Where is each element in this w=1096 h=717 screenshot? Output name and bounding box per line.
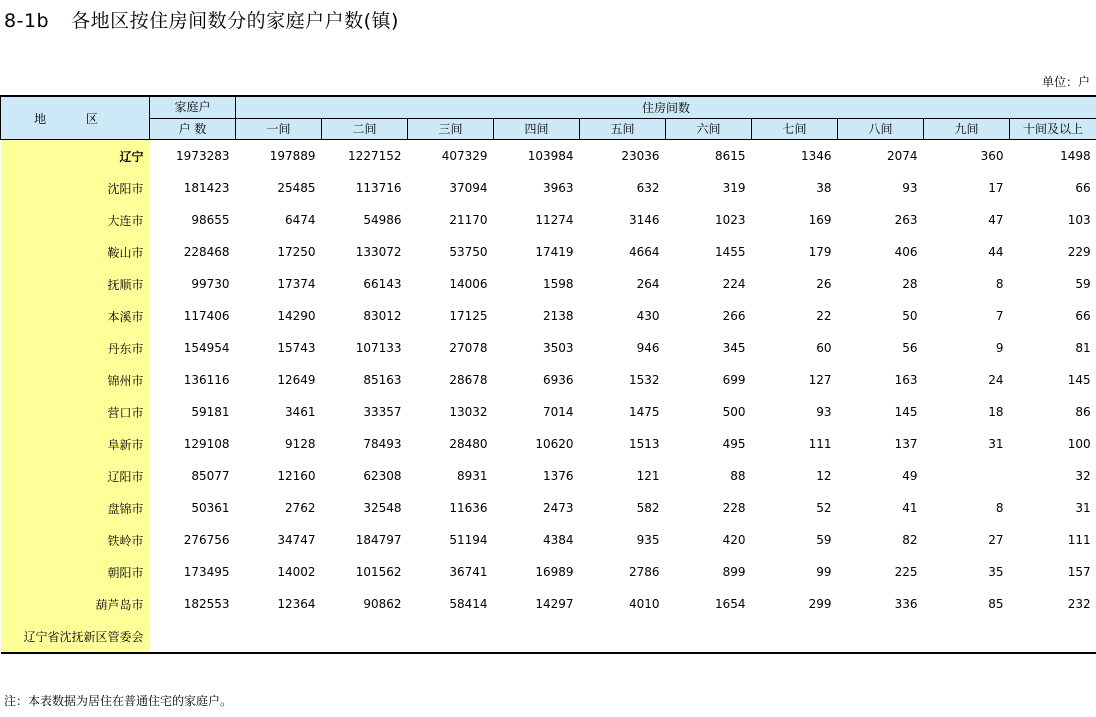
- household-count-cell: 85077: [191, 469, 230, 483]
- room-count-cell: 111: [1067, 533, 1091, 547]
- room-count-cell: 27078: [449, 341, 488, 355]
- room-count-cell: 4010: [628, 597, 660, 611]
- room-count-cell: 26: [816, 277, 832, 291]
- region-name-cell: 阜新市: [1, 428, 150, 460]
- household-count-cell: 117406: [183, 309, 230, 323]
- room-count-cell: 11274: [535, 213, 574, 227]
- room-count-cell: 3963: [542, 181, 574, 195]
- region-name-cell: 抚顺市: [1, 268, 150, 300]
- region-name-cell: 锦州市: [1, 364, 150, 396]
- room-count-cell: 407329: [441, 149, 488, 163]
- room-count-cell: 50: [902, 309, 918, 323]
- room-count-cell: 28678: [449, 373, 488, 387]
- room-count-cell: 33357: [363, 405, 402, 419]
- room-count-cell: 420: [722, 533, 746, 547]
- room-count-cell: 1346: [800, 149, 832, 163]
- room-count-cell: 8: [995, 277, 1004, 291]
- room-count-cell: 336: [894, 597, 918, 611]
- room-count-cell: 8: [995, 501, 1004, 515]
- room-header: 八间: [838, 118, 924, 140]
- room-header: 三间: [408, 118, 494, 140]
- region-name-cell: 沈阳市: [1, 172, 150, 204]
- footnote: 注：本表数据为居住在普通住宅的家庭户。: [4, 694, 233, 708]
- room-count-cell: 35: [988, 565, 1004, 579]
- room-count-cell: 66143: [363, 277, 402, 291]
- room-count-cell: 81: [1075, 341, 1091, 355]
- table-row: [1, 268, 1096, 300]
- room-count-cell: 127: [808, 373, 832, 387]
- room-header: 六间: [666, 118, 752, 140]
- room-header: 九间: [924, 118, 1010, 140]
- room-count-cell: 56: [902, 341, 918, 355]
- room-count-cell: 23036: [621, 149, 660, 163]
- room-count-cell: 41: [902, 501, 918, 515]
- room-count-cell: 85163: [363, 373, 402, 387]
- room-count-cell: [924, 460, 1010, 492]
- room-count-cell: 3461: [284, 405, 316, 419]
- household-count-cell: 129108: [183, 437, 230, 451]
- table-title: 各地区按住房间数分的家庭户户数(镇): [71, 10, 399, 32]
- region-name-cell: 本溪市: [1, 300, 150, 332]
- room-count-cell: 28480: [449, 437, 488, 451]
- room-count-cell: 7: [995, 309, 1004, 323]
- room-count-cell: 2762: [284, 501, 316, 515]
- room-count-cell: 228: [722, 501, 746, 515]
- room-count-cell: 4384: [542, 533, 574, 547]
- room-count-cell: 406: [894, 245, 918, 259]
- room-count-cell: 49: [902, 469, 918, 483]
- room-count-cell: [494, 620, 580, 653]
- region-name-cell: 大连市: [1, 204, 150, 236]
- household-count-cell: 276756: [183, 533, 230, 547]
- region-name-cell: 辽阳市: [1, 460, 150, 492]
- room-count-cell: 8931: [456, 469, 488, 483]
- room-count-cell: [752, 620, 838, 653]
- household-count-cell: 50361: [191, 501, 230, 515]
- room-count-cell: 18: [988, 405, 1004, 419]
- room-count-cell: 17250: [277, 245, 316, 259]
- table-row: [1, 428, 1096, 460]
- room-count-cell: 31: [1075, 501, 1091, 515]
- household-count-cell: 181423: [183, 181, 230, 195]
- region-name-cell: 辽宁: [1, 140, 150, 173]
- room-count-cell: 34747: [277, 533, 316, 547]
- households-header-line2: 户 数: [150, 118, 236, 140]
- room-count-cell: 83012: [363, 309, 402, 323]
- room-count-cell: 100: [1067, 437, 1091, 451]
- room-count-cell: 88: [730, 469, 746, 483]
- room-count-cell: [838, 620, 924, 653]
- room-count-cell: 157: [1067, 565, 1091, 579]
- room-count-cell: 66: [1075, 309, 1091, 323]
- room-count-cell: 6474: [284, 213, 316, 227]
- region-name-cell: 盘锦市: [1, 492, 150, 524]
- table-row: [1, 364, 1096, 396]
- room-count-cell: 44: [988, 245, 1004, 259]
- table-code: 8-1b: [4, 10, 50, 32]
- room-header: 十间及以上: [1010, 118, 1096, 140]
- room-count-cell: 85: [988, 597, 1004, 611]
- room-count-cell: 2138: [542, 309, 574, 323]
- region-name-cell: 铁岭市: [1, 524, 150, 556]
- room-count-cell: 197889: [269, 149, 316, 163]
- room-count-cell: 1376: [542, 469, 574, 483]
- room-count-cell: 17419: [535, 245, 574, 259]
- room-count-cell: [322, 620, 408, 653]
- room-count-cell: 22: [816, 309, 832, 323]
- room-count-cell: 27: [988, 533, 1004, 547]
- household-count-cell: 99730: [191, 277, 230, 291]
- room-count-cell: 93: [902, 181, 918, 195]
- room-count-cell: 93: [816, 405, 832, 419]
- room-count-cell: 99: [816, 565, 832, 579]
- household-count-cell: 1973283: [176, 149, 230, 163]
- room-count-cell: 53750: [449, 245, 488, 259]
- room-count-cell: 1498: [1060, 149, 1091, 163]
- room-count-cell: 103984: [527, 149, 574, 163]
- room-count-cell: 31: [988, 437, 1004, 451]
- data-table: [0, 95, 1096, 654]
- room-count-cell: [924, 620, 1010, 653]
- room-count-cell: 51194: [449, 533, 488, 547]
- table-row: [1, 300, 1096, 332]
- household-count-cell: 136116: [183, 373, 230, 387]
- unit-label: 单位：户: [1041, 75, 1090, 89]
- table-row: [1, 236, 1096, 268]
- room-count-cell: 17: [988, 181, 1004, 195]
- room-header: 七间: [752, 118, 838, 140]
- room-count-cell: 2473: [542, 501, 574, 515]
- room-count-cell: 90862: [363, 597, 402, 611]
- table-row: [1, 620, 1096, 653]
- room-count-cell: 145: [894, 405, 918, 419]
- room-count-cell: 113716: [355, 181, 402, 195]
- room-header: 一间: [236, 118, 322, 140]
- room-count-cell: 25485: [277, 181, 316, 195]
- room-count-cell: 225: [894, 565, 918, 579]
- room-count-cell: 38: [816, 181, 832, 195]
- room-count-cell: 37094: [449, 181, 488, 195]
- table-row: [1, 588, 1096, 620]
- room-count-cell: 1532: [628, 373, 660, 387]
- room-count-cell: 232: [1067, 597, 1091, 611]
- room-count-cell: 32: [1075, 469, 1091, 483]
- room-count-cell: 62308: [363, 469, 402, 483]
- room-count-cell: 24: [988, 373, 1004, 387]
- room-header: 五间: [580, 118, 666, 140]
- room-count-cell: 1513: [628, 437, 660, 451]
- room-count-cell: 21170: [449, 213, 488, 227]
- region-name-cell: 辽宁省沈抚新区管委会: [1, 620, 150, 653]
- household-count-cell: 98655: [191, 213, 230, 227]
- room-count-cell: 1654: [714, 597, 746, 611]
- room-count-cell: 16989: [535, 565, 574, 579]
- room-count-cell: 3146: [628, 213, 660, 227]
- room-count-cell: 2074: [886, 149, 918, 163]
- room-count-cell: 14297: [535, 597, 574, 611]
- households-header-line1: 家庭户: [150, 96, 236, 118]
- room-header: 四间: [494, 118, 580, 140]
- room-count-cell: 319: [722, 181, 746, 195]
- room-count-cell: 111: [808, 437, 832, 451]
- room-count-cell: [666, 620, 752, 653]
- room-count-cell: 12649: [277, 373, 316, 387]
- room-count-cell: 59: [816, 533, 832, 547]
- table-row: [1, 460, 1096, 492]
- room-count-cell: 179: [808, 245, 832, 259]
- table-row: [1, 204, 1096, 236]
- room-count-cell: 430: [636, 309, 660, 323]
- room-count-cell: 11636: [449, 501, 488, 515]
- room-count-cell: 15743: [277, 341, 316, 355]
- room-count-cell: 1475: [628, 405, 660, 419]
- room-count-cell: 66: [1075, 181, 1091, 195]
- region-name-cell: 丹东市: [1, 332, 150, 364]
- table-row: [1, 524, 1096, 556]
- room-count-cell: [1010, 620, 1096, 653]
- table-row: [1, 556, 1096, 588]
- household-count-cell: 173495: [183, 565, 230, 579]
- room-count-cell: 17374: [277, 277, 316, 291]
- table-row: [1, 332, 1096, 364]
- page-title: [4, 6, 399, 33]
- room-count-cell: 9128: [284, 437, 316, 451]
- room-count-cell: 360: [980, 149, 1004, 163]
- room-count-cell: 14002: [277, 565, 316, 579]
- room-count-cell: 699: [722, 373, 746, 387]
- room-count-cell: 184797: [355, 533, 402, 547]
- room-count-cell: 60: [816, 341, 832, 355]
- room-count-cell: 12160: [277, 469, 316, 483]
- room-count-cell: 54986: [363, 213, 402, 227]
- room-count-cell: 59: [1075, 277, 1091, 291]
- room-count-cell: 14290: [277, 309, 316, 323]
- room-count-cell: 224: [722, 277, 746, 291]
- room-count-cell: 137: [894, 437, 918, 451]
- room-header: 二间: [322, 118, 408, 140]
- room-count-cell: 582: [636, 501, 660, 515]
- room-count-cell: 121: [636, 469, 660, 483]
- room-count-cell: 1023: [714, 213, 746, 227]
- room-count-cell: 36741: [449, 565, 488, 579]
- household-count-cell: 182553: [183, 597, 230, 611]
- room-count-cell: 13032: [449, 405, 488, 419]
- room-count-cell: 78493: [363, 437, 402, 451]
- room-count-cell: 145: [1067, 373, 1091, 387]
- room-count-cell: 52: [816, 501, 832, 515]
- room-count-cell: 632: [636, 181, 660, 195]
- table-row: [1, 492, 1096, 524]
- room-count-cell: 10620: [535, 437, 574, 451]
- room-count-cell: 17125: [449, 309, 488, 323]
- household-count-cell: [150, 620, 236, 653]
- room-count-cell: 163: [894, 373, 918, 387]
- room-count-cell: 47: [988, 213, 1004, 227]
- region-name-cell: 营口市: [1, 396, 150, 428]
- room-count-cell: 82: [902, 533, 918, 547]
- room-count-cell: 32548: [363, 501, 402, 515]
- room-count-cell: [236, 620, 322, 653]
- room-count-cell: [408, 620, 494, 653]
- room-count-cell: 1227152: [348, 149, 402, 163]
- room-count-cell: 266: [722, 309, 746, 323]
- table-row: [1, 172, 1096, 204]
- table-row: [1, 396, 1096, 428]
- room-count-cell: 9: [995, 341, 1004, 355]
- room-count-cell: 264: [636, 277, 660, 291]
- room-count-cell: 12: [816, 469, 832, 483]
- region-header: 地 区: [1, 96, 150, 140]
- room-count-cell: 14006: [449, 277, 488, 291]
- room-count-cell: 3503: [542, 341, 574, 355]
- room-count-cell: 7014: [542, 405, 574, 419]
- room-count-cell: 935: [636, 533, 660, 547]
- room-count-cell: 345: [722, 341, 746, 355]
- room-count-cell: 133072: [355, 245, 402, 259]
- household-count-cell: 154954: [183, 341, 230, 355]
- room-count-cell: 12364: [277, 597, 316, 611]
- room-count-cell: 1598: [542, 277, 574, 291]
- room-count-cell: [580, 620, 666, 653]
- room-count-cell: 86: [1075, 405, 1091, 419]
- room-count-cell: 229: [1067, 245, 1091, 259]
- household-count-cell: 59181: [191, 405, 230, 419]
- room-count-cell: 169: [808, 213, 832, 227]
- region-name-cell: 葫芦岛市: [1, 588, 150, 620]
- room-count-cell: 6936: [542, 373, 574, 387]
- rooms-group-header: 住房间数: [236, 96, 1096, 118]
- region-name-cell: 鞍山市: [1, 236, 150, 268]
- region-name-cell: 朝阳市: [1, 556, 150, 588]
- room-count-cell: 4664: [628, 245, 660, 259]
- room-count-cell: 28: [902, 277, 918, 291]
- room-count-cell: 495: [722, 437, 746, 451]
- household-count-cell: 228468: [183, 245, 230, 259]
- room-count-cell: 107133: [355, 341, 402, 355]
- room-count-cell: 103: [1067, 213, 1091, 227]
- room-count-cell: 263: [894, 213, 918, 227]
- room-count-cell: 946: [636, 341, 660, 355]
- room-count-cell: 58414: [449, 597, 488, 611]
- room-count-cell: 1455: [714, 245, 746, 259]
- table-row: [1, 140, 1096, 173]
- room-count-cell: 2786: [628, 565, 660, 579]
- room-count-cell: 101562: [355, 565, 402, 579]
- room-count-cell: 899: [722, 565, 746, 579]
- room-count-cell: 8615: [714, 149, 746, 163]
- room-count-cell: 299: [808, 597, 832, 611]
- room-count-cell: 500: [722, 405, 746, 419]
